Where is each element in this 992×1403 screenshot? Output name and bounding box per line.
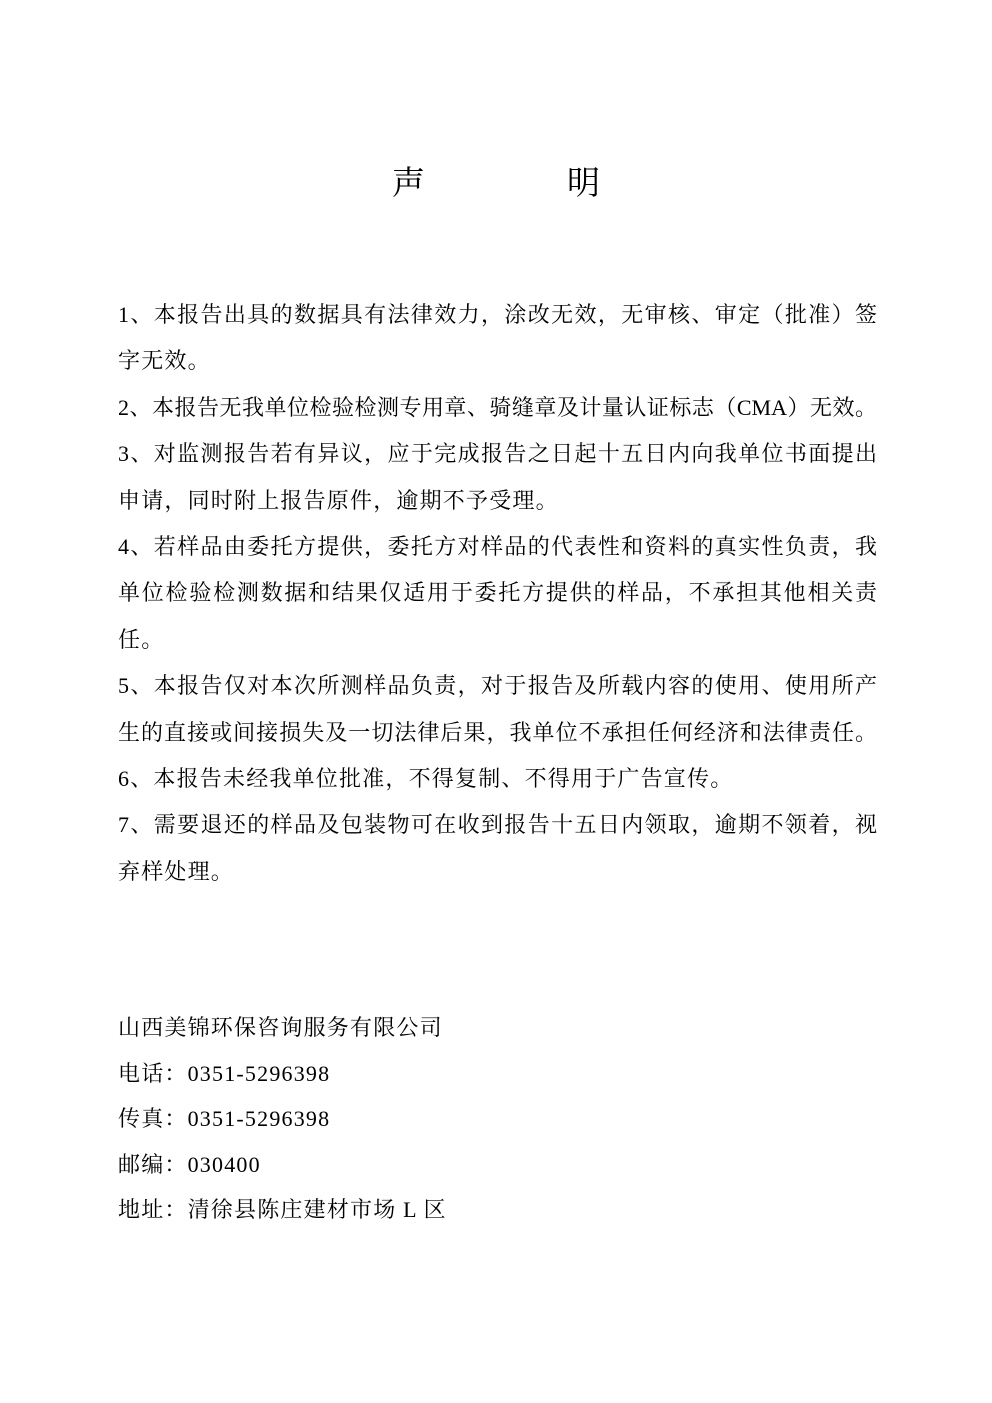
title-char-1: 声 [392, 166, 425, 202]
statement-line: 1、本报告出具的数据具有法律效力，涂改无效，无审核、审定（批准）签 [118, 302, 877, 327]
statement-line: 单位检验检测数据和结果仅适用于委托方提供的样品，不承担其他相关责 [118, 580, 877, 606]
statement-line: 任。 [118, 626, 165, 652]
company-name: 山西美锦环保咨询服务有限公司 [118, 1015, 443, 1040]
contact-block [118, 1005, 878, 1233]
statement-line: 2、本报告无我单位检验检测专用章、骑缝章及计量认证标志（CMA）无效。 [118, 394, 877, 420]
statement-line: 5、本报告仅对本次所测样品负责，对于报告及所载内容的使用、使用所产 [118, 673, 877, 699]
statement-line: 6、本报告未经我单位批准，不得复制、不得用于广告宣传。 [118, 765, 734, 791]
statement-line: 申请，同时附上报告原件，逾期不予受理。 [118, 487, 559, 513]
statement-line: 7、需要退还的样品及包装物可在收到报告十五日内领取，逾期不领着，视 [118, 812, 877, 838]
fax-line: 传真：0351-5296398 [118, 1106, 331, 1131]
postcode-line: 邮编：030400 [118, 1151, 261, 1177]
statement-line: 生的直接或间接损失及一切法律后果，我单位不承担任何经济和法律责任。 [118, 719, 877, 745]
statement-line: 弃样处理。 [118, 858, 235, 884]
page-title [0, 158, 992, 210]
statement-line: 3、对监测报告若有异议，应于完成报告之日起十五日内向我单位书面提出 [118, 441, 877, 467]
address-line: 地址：清徐县陈庄建材市场 L 区 [118, 1197, 447, 1222]
statement-line: 4、若样品由委托方提供，委托方对样品的代表性和资料的真实性负责，我 [118, 533, 877, 559]
statement-line: 字无效。 [118, 348, 211, 374]
phone-line: 电话：0351-5296398 [118, 1060, 331, 1086]
title-char-2: 明 [567, 166, 600, 202]
statement-body [118, 292, 877, 895]
